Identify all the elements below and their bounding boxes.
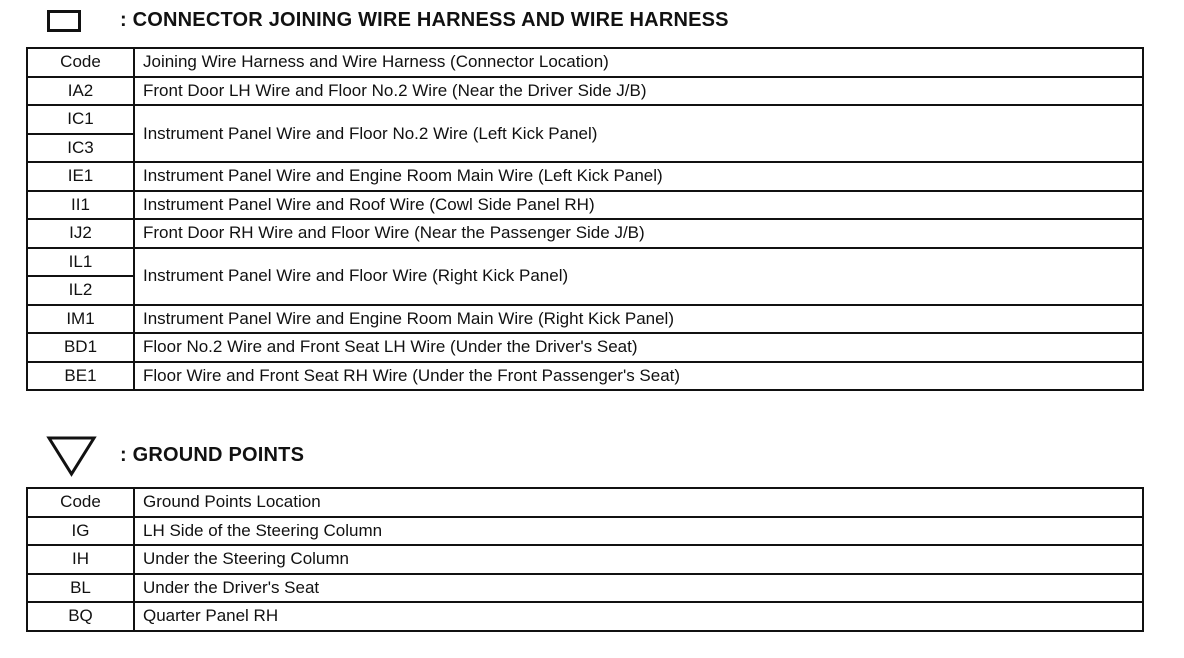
location-column-header: Joining Wire Harness and Wire Harness (Connector Location) — [134, 48, 1143, 77]
connector-code-cell: BD1 — [27, 333, 134, 362]
ground-code-cell: BQ — [27, 602, 134, 631]
connector-section-header — [0, 0, 1184, 40]
connector-location-cell: Front Door LH Wire and Floor No.2 Wire (Near the Driver Side J/B) — [134, 77, 1143, 106]
ground-row — [27, 517, 1143, 546]
ground-location-cell: Under the Driver's Seat — [134, 574, 1143, 603]
ground-row — [27, 602, 1143, 631]
connector-square-icon — [47, 10, 81, 32]
connector-row — [27, 305, 1143, 334]
connector-table-header — [27, 48, 1143, 77]
ground-code-cell: IH — [27, 545, 134, 574]
connector-section-title: : CONNECTOR JOINING WIRE HARNESS AND WIRE HARNESS — [120, 9, 729, 31]
ground-location-cell: Quarter Panel RH — [134, 602, 1143, 631]
connector-location-cell: Instrument Panel Wire and Floor No.2 Wire (Left Kick Panel) — [134, 105, 1143, 162]
ground-triangle-icon — [46, 432, 98, 478]
code-column-header: Code — [27, 48, 134, 77]
connector-row — [27, 105, 1143, 134]
ground-section-header — [0, 432, 1184, 472]
connector-code-cell: IC3 — [27, 134, 134, 163]
ground-row — [27, 574, 1143, 603]
connector-code-cell: IL1 — [27, 248, 134, 277]
connector-location-cell: Instrument Panel Wire and Floor Wire (Right Kick Panel) — [134, 248, 1143, 305]
ground-location-cell: Under the Steering Column — [134, 545, 1143, 574]
connector-location-cell: Floor No.2 Wire and Front Seat LH Wire (Under the Driver's Seat) — [134, 333, 1143, 362]
connector-location-cell: Instrument Panel Wire and Engine Room Main Wire (Left Kick Panel) — [134, 162, 1143, 191]
connector-row — [27, 333, 1143, 362]
connector-table — [26, 47, 1144, 391]
location-column-header: Ground Points Location — [134, 488, 1143, 517]
connector-row — [27, 219, 1143, 248]
connector-row — [27, 362, 1143, 391]
connector-code-cell: IL2 — [27, 276, 134, 305]
ground-code-cell: BL — [27, 574, 134, 603]
connector-row — [27, 77, 1143, 106]
ground-location-cell: LH Side of the Steering Column — [134, 517, 1143, 546]
ground-table-header — [27, 488, 1143, 517]
connector-row — [27, 162, 1143, 191]
ground-code-cell: IG — [27, 517, 134, 546]
connector-code-cell: IA2 — [27, 77, 134, 106]
connector-code-cell: IE1 — [27, 162, 134, 191]
connector-row — [27, 191, 1143, 220]
connector-location-cell: Instrument Panel Wire and Roof Wire (Cowl Side Panel RH) — [134, 191, 1143, 220]
ground-section-title: : GROUND POINTS — [120, 444, 305, 466]
connector-code-cell: IC1 — [27, 105, 134, 134]
connector-code-cell: BE1 — [27, 362, 134, 391]
connector-location-cell: Front Door RH Wire and Floor Wire (Near the Passenger Side J/B) — [134, 219, 1143, 248]
connector-location-cell: Instrument Panel Wire and Engine Room Main Wire (Right Kick Panel) — [134, 305, 1143, 334]
connector-code-cell: IM1 — [27, 305, 134, 334]
ground-row — [27, 545, 1143, 574]
connector-row — [27, 248, 1143, 277]
connector-code-cell: II1 — [27, 191, 134, 220]
connector-location-cell: Floor Wire and Front Seat RH Wire (Under the Front Passenger's Seat) — [134, 362, 1143, 391]
code-column-header: Code — [27, 488, 134, 517]
ground-table — [26, 487, 1144, 632]
connector-code-cell: IJ2 — [27, 219, 134, 248]
